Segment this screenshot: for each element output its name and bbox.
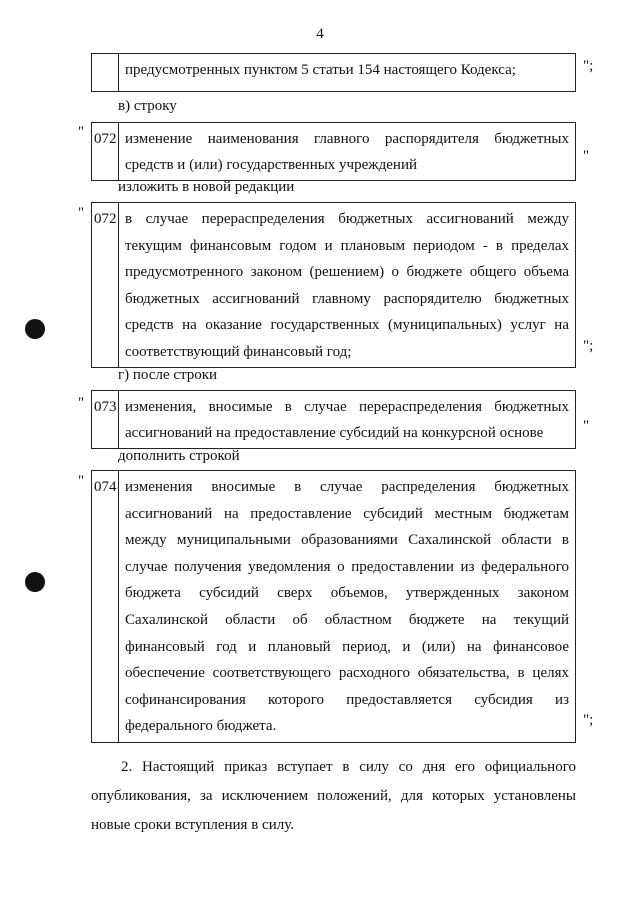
table-row bbox=[91, 202, 576, 368]
punch-hole-dot bbox=[25, 319, 45, 339]
table-row bbox=[91, 470, 576, 743]
punch-hole-dot bbox=[25, 572, 45, 592]
row-text-cell: предусмотренных пунктом 5 статьи 154 настоящего Кодекса; bbox=[119, 54, 576, 92]
closing-quote: " bbox=[583, 418, 590, 434]
row-code-cell: 073 bbox=[92, 391, 119, 449]
closing-paragraph bbox=[91, 753, 576, 840]
row-text-cell: изменение наименования главного распорядителя бюджетных средств и (или) государственных учреждений bbox=[119, 123, 576, 181]
row-text-cell: изменения, вносимые в случае перераспределения бюджетных ассигнований на предоставление субсидий на конкурсной основе bbox=[119, 391, 576, 449]
row-code-cell: 074 bbox=[92, 471, 119, 743]
closing-paragraph-text: 2. Настоящий приказ вступает в силу со дня его официального опубликования, за исключением положений, для которых установлены новые сроки вступления в силу. bbox=[91, 759, 576, 833]
closing-quote: "; bbox=[583, 712, 594, 728]
row-code-cell: 072 bbox=[92, 203, 119, 368]
page-number: 4 bbox=[316, 26, 324, 42]
instruction-g: г) после строки bbox=[118, 367, 218, 383]
instruction-add: дополнить строкой bbox=[118, 448, 240, 464]
opening-quote: " bbox=[78, 395, 85, 411]
row-code-cell: 072 bbox=[92, 123, 119, 181]
opening-quote: " bbox=[78, 473, 85, 489]
instruction-v: в) строку bbox=[118, 98, 177, 114]
closing-quote: "; bbox=[583, 58, 594, 74]
row-text-cell: изменения вносимые в случае распределения бюджетных ассигнований на предоставление субсидий местным бюджетам между муниципальными образованиями Сахалинской области в случае получения уведомления о предоставлении из федерального бюджета субсидий сверх объемов, утвержденных законом Сахалинской области об областном бюджете на текущий финансовый год и плановый период, и (или) на финансовое обеспечение соответствующего расходного обязательства, в целях софинансирования которого предоставляется субсидия из федерального бюджета. bbox=[119, 471, 576, 743]
table-row bbox=[91, 122, 576, 181]
row-code-cell bbox=[92, 54, 119, 92]
opening-quote: " bbox=[78, 205, 85, 221]
table-row bbox=[91, 53, 576, 92]
closing-quote: " bbox=[583, 148, 590, 164]
row-text-cell: в случае перераспределения бюджетных ассигнований между текущим финансовым годом и плановым периодом - в пределах предусмотренного законом (решением) о бюджете общего объема бюджетных ассигнований главному распорядителю бюджетных средств на оказание государственных (муниципальных) услуг на соответствующий финансовый год; bbox=[119, 203, 576, 368]
instruction-replace: изложить в новой редакции bbox=[118, 179, 295, 195]
opening-quote: " bbox=[78, 124, 85, 140]
closing-quote: "; bbox=[583, 338, 594, 354]
table-row bbox=[91, 390, 576, 449]
